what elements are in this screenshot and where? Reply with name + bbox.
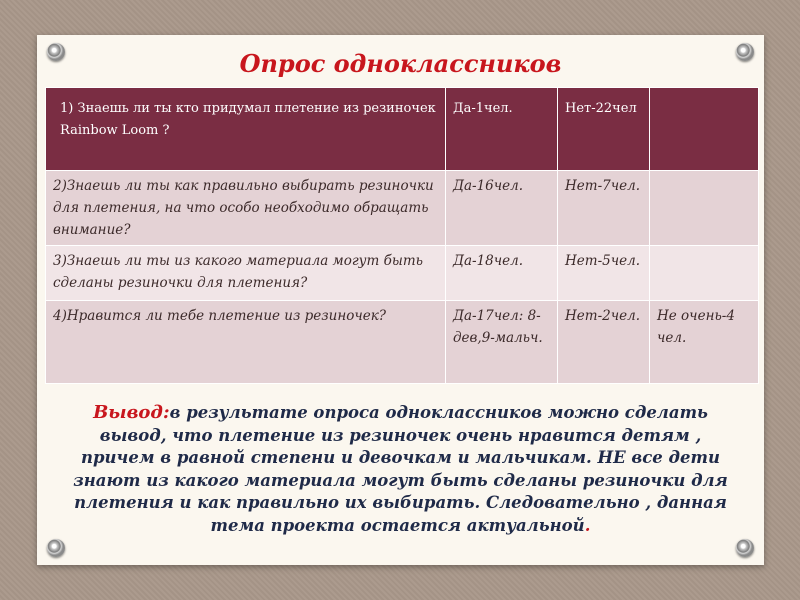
- other-cell: [650, 171, 759, 246]
- slide-title: Опрос одноклассников: [239, 49, 562, 78]
- conclusion-lead: Вывод:: [93, 402, 170, 423]
- no-cell: Нет-2чел.: [558, 301, 650, 384]
- yes-cell: Да-1чел.: [446, 88, 558, 171]
- question-cell: 4)Нравится ли тебе плетение из резиночек?: [46, 301, 446, 384]
- table-row: [46, 171, 759, 246]
- survey-table: [45, 87, 759, 384]
- question-cell: 3)Знаешь ли ты из какого материала могут быть сделаны резиночки для плетения?: [46, 246, 446, 301]
- conclusion-end: .: [584, 515, 591, 535]
- yes-cell: Да-17чел: 8-дев,9-мальч.: [446, 301, 558, 384]
- question-cell: 1) Знаешь ли ты кто придумал плетение из резиночек Rainbow Loom ?: [46, 88, 446, 171]
- table-row: [46, 301, 759, 384]
- yes-cell: Да-18чел.: [446, 246, 558, 301]
- no-cell: Нет-5чел.: [558, 246, 650, 301]
- no-cell: Нет-7чел.: [558, 171, 650, 246]
- no-cell: Нет-22чел: [558, 88, 650, 171]
- conclusion-body: в результате опроса одноклассников можно сделать вывод, что плетение из резиночек очень нравится детям , причем в равной степени и девочкам и мальчикам. НЕ все дети знают из какого материала могут быть сделаны резиночки для плетения и как правильно их выбирать. Следовательно , данная тема проекта остается актуальной: [73, 403, 728, 535]
- yes-cell: Да-16чел.: [446, 171, 558, 246]
- question-cell: 2)Знаешь ли ты как правильно выбирать резиночки для плетения, на что особо необходимо обращать внимание?: [46, 171, 446, 246]
- pin-icon: [47, 539, 65, 557]
- other-cell: [650, 88, 759, 171]
- conclusion-text: [67, 402, 734, 537]
- pin-icon: [736, 539, 754, 557]
- other-cell: [650, 246, 759, 301]
- slide-card: [37, 35, 764, 565]
- table-header-row: [46, 88, 759, 171]
- table-row: [46, 246, 759, 301]
- other-cell: Не очень-4 чел.: [650, 301, 759, 384]
